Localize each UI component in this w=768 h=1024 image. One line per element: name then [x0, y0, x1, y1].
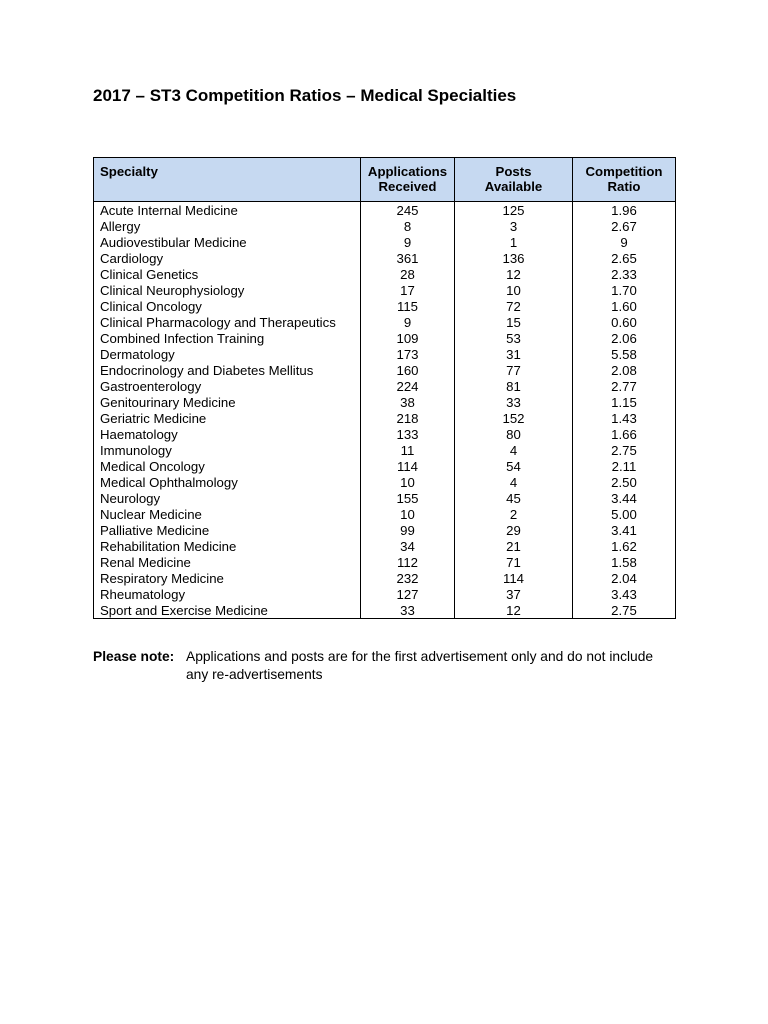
- table-row: [94, 266, 676, 282]
- cell-applications: 34: [361, 538, 455, 554]
- column-header-specialty-label: Specialty: [100, 164, 158, 179]
- cell-applications: 155: [361, 490, 455, 506]
- table-row: [94, 474, 676, 490]
- table-row: [94, 234, 676, 250]
- table-row: [94, 538, 676, 554]
- cell-ratio: 2.08: [573, 362, 676, 378]
- cell-ratio: 3.43: [573, 586, 676, 602]
- cell-applications: 224: [361, 378, 455, 394]
- cell-applications: 114: [361, 458, 455, 474]
- cell-posts: 53: [455, 330, 573, 346]
- cell-applications: 8: [361, 218, 455, 234]
- cell-ratio: 1.58: [573, 554, 676, 570]
- cell-posts: 2: [455, 506, 573, 522]
- cell-ratio: 3.41: [573, 522, 676, 538]
- cell-specialty: Cardiology: [94, 250, 361, 266]
- cell-ratio: 2.50: [573, 474, 676, 490]
- table-row: [94, 330, 676, 346]
- cell-ratio: 5.58: [573, 346, 676, 362]
- column-header-ratio-line1: Competition: [585, 164, 663, 179]
- page-title: 2017 – ST3 Competition Ratios – Medical Specialties: [93, 86, 517, 105]
- cell-applications: 173: [361, 346, 455, 362]
- cell-applications: 361: [361, 250, 455, 266]
- table-row: [94, 426, 676, 442]
- column-header-ratio: [573, 158, 676, 202]
- cell-specialty: Clinical Genetics: [94, 266, 361, 282]
- cell-ratio: 2.65: [573, 250, 676, 266]
- table-row: [94, 282, 676, 298]
- cell-specialty: Acute Internal Medicine: [94, 202, 361, 219]
- table-row: [94, 442, 676, 458]
- cell-posts: 1: [455, 234, 573, 250]
- cell-ratio: 2.06: [573, 330, 676, 346]
- table-row: [94, 394, 676, 410]
- column-header-specialty: [94, 158, 361, 202]
- cell-posts: 37: [455, 586, 573, 602]
- cell-specialty: Medical Oncology: [94, 458, 361, 474]
- table-row: [94, 298, 676, 314]
- table-row: [94, 202, 676, 219]
- cell-specialty: Audiovestibular Medicine: [94, 234, 361, 250]
- cell-ratio: 9: [573, 234, 676, 250]
- column-header-applications: [361, 158, 455, 202]
- cell-applications: 109: [361, 330, 455, 346]
- cell-applications: 133: [361, 426, 455, 442]
- competition-ratios-table: [93, 157, 676, 619]
- cell-ratio: 5.00: [573, 506, 676, 522]
- cell-specialty: Combined Infection Training: [94, 330, 361, 346]
- cell-ratio: 1.43: [573, 410, 676, 426]
- note-text: Applications and posts are for the first advertisement only and do not include any re-advertisements: [186, 649, 654, 682]
- table-row: [94, 522, 676, 538]
- cell-specialty: Sport and Exercise Medicine: [94, 602, 361, 619]
- cell-posts: 3: [455, 218, 573, 234]
- cell-specialty: Rehabilitation Medicine: [94, 538, 361, 554]
- cell-posts: 29: [455, 522, 573, 538]
- cell-applications: 10: [361, 474, 455, 490]
- cell-specialty: Endocrinology and Diabetes Mellitus: [94, 362, 361, 378]
- cell-specialty: Immunology: [94, 442, 361, 458]
- cell-specialty: Palliative Medicine: [94, 522, 361, 538]
- cell-applications: 245: [361, 202, 455, 219]
- cell-ratio: 2.75: [573, 602, 676, 619]
- cell-posts: 77: [455, 362, 573, 378]
- cell-ratio: 2.33: [573, 266, 676, 282]
- cell-applications: 115: [361, 298, 455, 314]
- table-row: [94, 506, 676, 522]
- table-row: [94, 570, 676, 586]
- column-header-applications-line1: Applications: [367, 164, 448, 179]
- cell-applications: 17: [361, 282, 455, 298]
- cell-specialty: Clinical Oncology: [94, 298, 361, 314]
- cell-specialty: Neurology: [94, 490, 361, 506]
- table-body: [94, 202, 676, 619]
- cell-specialty: Renal Medicine: [94, 554, 361, 570]
- cell-posts: 31: [455, 346, 573, 362]
- cell-posts: 21: [455, 538, 573, 554]
- cell-posts: 33: [455, 394, 573, 410]
- cell-specialty: Allergy: [94, 218, 361, 234]
- table-row: [94, 554, 676, 570]
- cell-ratio: 1.15: [573, 394, 676, 410]
- cell-ratio: 1.62: [573, 538, 676, 554]
- cell-ratio: 2.11: [573, 458, 676, 474]
- cell-posts: 114: [455, 570, 573, 586]
- cell-applications: 160: [361, 362, 455, 378]
- cell-posts: 80: [455, 426, 573, 442]
- cell-ratio: 2.67: [573, 218, 676, 234]
- cell-ratio: 2.75: [573, 442, 676, 458]
- cell-ratio: 2.04: [573, 570, 676, 586]
- cell-specialty: Rheumatology: [94, 586, 361, 602]
- table-row: [94, 490, 676, 506]
- cell-posts: 152: [455, 410, 573, 426]
- column-header-posts-line1: Posts: [495, 164, 532, 179]
- column-header-posts-line2: Available: [484, 179, 543, 194]
- cell-applications: 9: [361, 234, 455, 250]
- cell-posts: 4: [455, 442, 573, 458]
- cell-applications: 28: [361, 266, 455, 282]
- cell-applications: 112: [361, 554, 455, 570]
- cell-applications: 10: [361, 506, 455, 522]
- table-row: [94, 458, 676, 474]
- cell-applications: 232: [361, 570, 455, 586]
- cell-applications: 11: [361, 442, 455, 458]
- cell-specialty: Clinical Neurophysiology: [94, 282, 361, 298]
- column-header-ratio-line2: Ratio: [607, 179, 641, 194]
- table-row: [94, 250, 676, 266]
- cell-applications: 38: [361, 394, 455, 410]
- cell-ratio: 2.77: [573, 378, 676, 394]
- column-header-applications-line2: Received: [378, 179, 437, 194]
- cell-applications: 218: [361, 410, 455, 426]
- note-label: Please note:: [93, 649, 175, 664]
- table-row: [94, 218, 676, 234]
- cell-posts: 54: [455, 458, 573, 474]
- cell-ratio: 1.70: [573, 282, 676, 298]
- cell-ratio: 1.96: [573, 202, 676, 219]
- cell-applications: 127: [361, 586, 455, 602]
- cell-applications: 9: [361, 314, 455, 330]
- cell-specialty: Genitourinary Medicine: [94, 394, 361, 410]
- column-header-posts: [455, 158, 573, 202]
- cell-ratio: 3.44: [573, 490, 676, 506]
- cell-specialty: Respiratory Medicine: [94, 570, 361, 586]
- cell-ratio: 0.60: [573, 314, 676, 330]
- cell-specialty: Clinical Pharmacology and Therapeutics: [94, 314, 361, 330]
- table-row: [94, 586, 676, 602]
- cell-specialty: Haematology: [94, 426, 361, 442]
- cell-posts: 71: [455, 554, 573, 570]
- cell-posts: 72: [455, 298, 573, 314]
- cell-posts: 15: [455, 314, 573, 330]
- cell-specialty: Dermatology: [94, 346, 361, 362]
- cell-specialty: Medical Ophthalmology: [94, 474, 361, 490]
- cell-posts: 81: [455, 378, 573, 394]
- cell-posts: 10: [455, 282, 573, 298]
- table-row: [94, 362, 676, 378]
- cell-specialty: Nuclear Medicine: [94, 506, 361, 522]
- cell-specialty: Gastroenterology: [94, 378, 361, 394]
- cell-posts: 125: [455, 202, 573, 219]
- table-row: [94, 602, 676, 619]
- table-row: [94, 346, 676, 362]
- cell-specialty: Geriatric Medicine: [94, 410, 361, 426]
- table-row: [94, 314, 676, 330]
- cell-posts: 12: [455, 602, 573, 619]
- cell-ratio: 1.60: [573, 298, 676, 314]
- cell-applications: 99: [361, 522, 455, 538]
- cell-posts: 45: [455, 490, 573, 506]
- cell-posts: 4: [455, 474, 573, 490]
- cell-posts: 136: [455, 250, 573, 266]
- cell-posts: 12: [455, 266, 573, 282]
- table-row: [94, 378, 676, 394]
- table-header-row: [94, 158, 676, 202]
- cell-applications: 33: [361, 602, 455, 619]
- cell-ratio: 1.66: [573, 426, 676, 442]
- table-row: [94, 410, 676, 426]
